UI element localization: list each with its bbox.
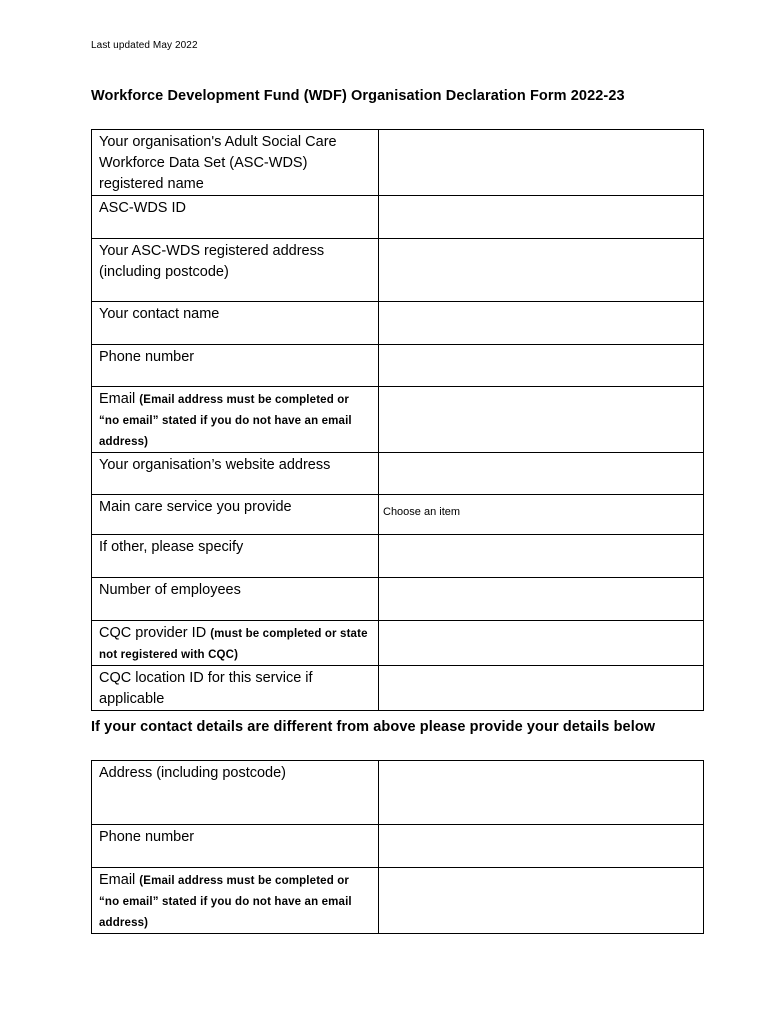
website-field[interactable]	[379, 453, 704, 495]
alt-email-note: (Email address must be completed or “no email” stated if you do not have an email address)	[99, 875, 352, 929]
main-care-service-label: Main care service you provide	[92, 495, 379, 535]
table-row	[92, 666, 704, 711]
table-row	[92, 578, 704, 621]
asc-wds-id-field[interactable]	[379, 196, 704, 239]
table-row	[92, 495, 704, 535]
phone-number-label: Phone number	[92, 345, 379, 387]
table-row	[92, 345, 704, 387]
contact-name-label: Your contact name	[92, 302, 379, 345]
cqc-provider-id-label: CQC provider ID (must be completed or state not registered with CQC)	[92, 621, 379, 666]
contact-name-field[interactable]	[379, 302, 704, 345]
cqc-location-id-field[interactable]	[379, 666, 704, 711]
org-name-label: Your organisation's Adult Social Care Workforce Data Set (ASC-WDS) registered name	[92, 130, 379, 196]
org-name-field[interactable]	[379, 130, 704, 196]
table-row	[92, 761, 704, 825]
number-of-employees-label: Number of employees	[92, 578, 379, 621]
table-row	[92, 387, 704, 453]
alt-email-label: Email (Email address must be completed or “no email” stated if you do not have an email address)	[92, 868, 379, 934]
table-row	[92, 535, 704, 578]
email-field[interactable]	[379, 387, 704, 453]
alt-phone-label: Phone number	[92, 825, 379, 868]
registered-address-label: Your ASC-WDS registered address (including postcode)	[92, 239, 379, 302]
table-row	[92, 453, 704, 495]
form-title: Workforce Development Fund (WDF) Organisation Declaration Form 2022-23	[91, 88, 625, 104]
contact-section-title: If your contact details are different from above please provide your details below	[91, 719, 656, 735]
table-row	[92, 825, 704, 868]
alt-email-field[interactable]	[379, 868, 704, 934]
email-note: (Email address must be completed or “no email” stated if you do not have an email address)	[99, 394, 352, 448]
number-of-employees-field[interactable]	[379, 578, 704, 621]
asc-wds-id-label: ASC-WDS ID	[92, 196, 379, 239]
other-specify-label: If other, please specify	[92, 535, 379, 578]
table-row	[92, 868, 704, 934]
table-row	[92, 239, 704, 302]
alt-address-label: Address (including postcode)	[92, 761, 379, 825]
table-row	[92, 302, 704, 345]
cqc-provider-note: (must be completed or state not registered with CQC)	[99, 628, 368, 661]
main-care-service-dropdown[interactable]: Choose an item	[383, 506, 461, 518]
main-care-service-cell	[379, 495, 704, 535]
registered-address-field[interactable]	[379, 239, 704, 302]
table-row	[92, 130, 704, 196]
organisation-details-table	[91, 129, 704, 711]
cqc-provider-id-field[interactable]	[379, 621, 704, 666]
other-specify-field[interactable]	[379, 535, 704, 578]
phone-number-field[interactable]	[379, 345, 704, 387]
table-row	[92, 196, 704, 239]
website-label: Your organisation’s website address	[92, 453, 379, 495]
contact-details-table	[91, 760, 704, 934]
table-row	[92, 621, 704, 666]
cqc-location-id-label: CQC location ID for this service if applicable	[92, 666, 379, 711]
alt-address-field[interactable]	[379, 761, 704, 825]
last-updated-text: Last updated May 2022	[91, 40, 198, 51]
email-label: Email (Email address must be completed or “no email” stated if you do not have an email address)	[92, 387, 379, 453]
alt-phone-field[interactable]	[379, 825, 704, 868]
